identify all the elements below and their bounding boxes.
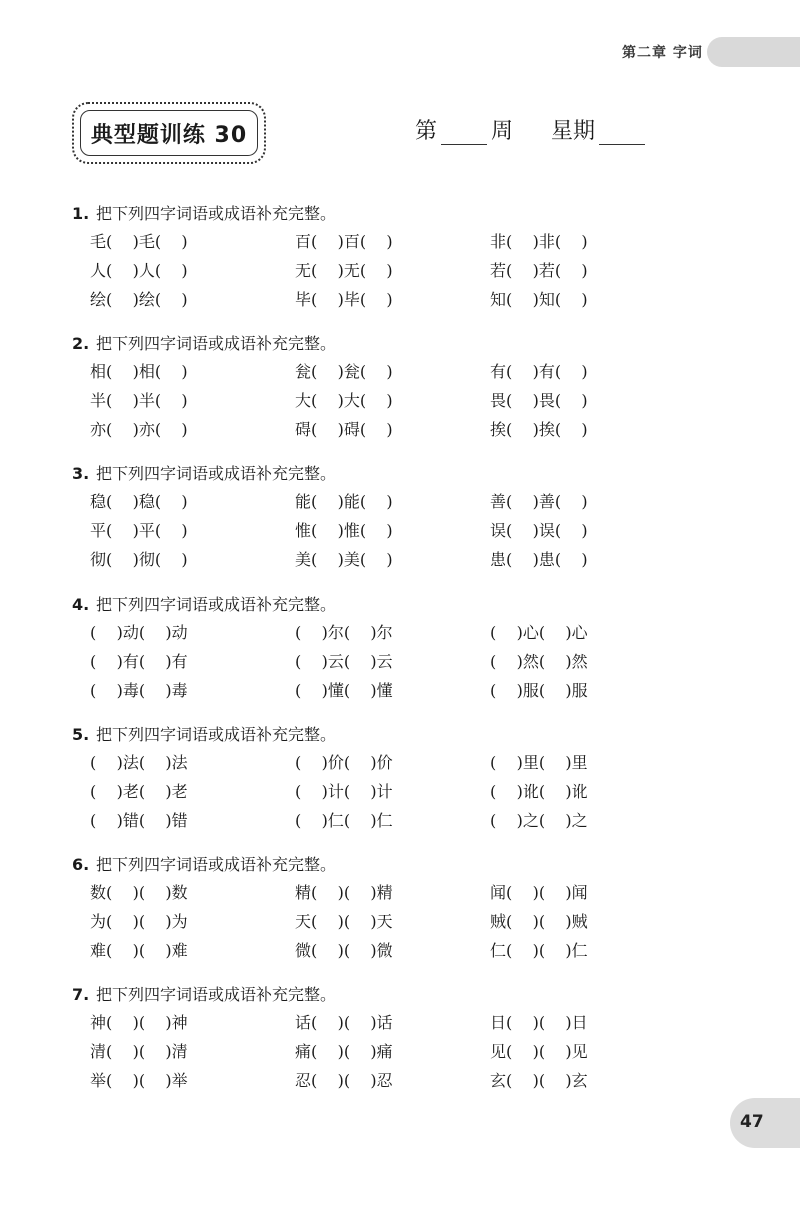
idiom-row — [72, 385, 672, 414]
idiom-row — [72, 935, 672, 964]
question-7 — [72, 983, 672, 1094]
idiom-fill-blank[interactable]: ( )错( )错 — [90, 811, 188, 830]
idiom-fill-blank[interactable]: ( )价( )价 — [295, 753, 393, 772]
question-heading — [72, 332, 672, 356]
exercise-title: 典型题训练 30 — [80, 110, 258, 156]
idiom-row — [72, 356, 672, 385]
chapter-header: 第二章 字词 — [622, 45, 703, 61]
question-number: 5. — [72, 725, 90, 744]
idiom-fill-blank[interactable]: 亦( )亦( ) — [90, 420, 188, 439]
idiom-fill-blank[interactable]: 痛( )( )痛 — [295, 1042, 393, 1061]
question-number: 1. — [72, 204, 90, 223]
idiom-fill-blank[interactable]: 毕( )毕( ) — [295, 290, 393, 309]
idiom-fill-blank[interactable]: ( )尔( )尔 — [295, 623, 393, 642]
idiom-fill-blank[interactable]: 平( )平( ) — [90, 521, 188, 540]
idiom-fill-blank[interactable]: 能( )能( ) — [295, 492, 393, 511]
idiom-fill-blank[interactable]: ( )服( )服 — [490, 681, 588, 700]
idiom-fill-blank[interactable]: ( )法( )法 — [90, 753, 188, 772]
question-number: 2. — [72, 334, 90, 353]
question-instruction: 把下列四字词语或成语补充完整。 — [96, 204, 337, 223]
question-6 — [72, 853, 672, 964]
idiom-fill-blank[interactable]: 碍( )碍( ) — [295, 420, 393, 439]
idiom-fill-blank[interactable]: 为( )( )为 — [90, 912, 188, 931]
idiom-fill-blank[interactable]: 闻( )( )闻 — [490, 883, 588, 902]
week-label-zhou: 周 — [491, 119, 514, 144]
day-label-xingqi: 星期 — [551, 119, 596, 144]
idiom-row — [72, 646, 672, 675]
idiom-fill-blank[interactable]: 挨( )挨( ) — [490, 420, 588, 439]
idiom-fill-blank[interactable]: 误( )误( ) — [490, 521, 588, 540]
page-number: 47 — [740, 1112, 764, 1132]
idiom-fill-blank[interactable]: ( )然( )然 — [490, 652, 588, 671]
question-heading — [72, 202, 672, 226]
header-band — [707, 37, 800, 67]
day-blank[interactable] — [599, 118, 645, 145]
idiom-fill-blank[interactable]: 稳( )稳( ) — [90, 492, 188, 511]
idiom-row — [72, 255, 672, 284]
idiom-fill-blank[interactable]: ( )动( )动 — [90, 623, 188, 642]
idiom-row — [72, 747, 672, 776]
idiom-fill-blank[interactable]: ( )有( )有 — [90, 652, 188, 671]
idiom-row — [72, 515, 672, 544]
idiom-fill-blank[interactable]: 无( )无( ) — [295, 261, 393, 280]
idiom-fill-blank[interactable]: 数( )( )数 — [90, 883, 188, 902]
week-label-di: 第 — [415, 119, 438, 144]
question-4 — [72, 593, 672, 704]
idiom-fill-blank[interactable]: ( )毒( )毒 — [90, 681, 188, 700]
idiom-fill-blank[interactable]: 美( )美( ) — [295, 550, 393, 569]
idiom-fill-blank[interactable]: ( )计( )计 — [295, 782, 393, 801]
question-heading — [72, 462, 672, 486]
idiom-fill-blank[interactable]: 清( )( )清 — [90, 1042, 188, 1061]
question-3 — [72, 462, 672, 573]
idiom-fill-blank[interactable]: 患( )患( ) — [490, 550, 588, 569]
week-fill-in — [415, 114, 645, 145]
idiom-fill-blank[interactable]: 彻( )彻( ) — [90, 550, 188, 569]
week-blank[interactable] — [441, 118, 487, 145]
idiom-row — [72, 226, 672, 255]
idiom-fill-blank[interactable]: 神( )( )神 — [90, 1013, 188, 1032]
question-5 — [72, 723, 672, 834]
question-number: 6. — [72, 855, 90, 874]
question-instruction: 把下列四字词语或成语补充完整。 — [96, 334, 337, 353]
question-instruction: 把下列四字词语或成语补充完整。 — [96, 985, 337, 1004]
question-heading — [72, 983, 672, 1007]
idiom-fill-blank[interactable]: 知( )知( ) — [490, 290, 588, 309]
idiom-row — [72, 544, 672, 573]
question-number: 7. — [72, 985, 90, 1004]
idiom-fill-blank[interactable]: 善( )善( ) — [490, 492, 588, 511]
question-instruction: 把下列四字词语或成语补充完整。 — [96, 855, 337, 874]
idiom-fill-blank[interactable]: ( )心( )心 — [490, 623, 588, 642]
idiom-fill-blank[interactable]: 绘( )绘( ) — [90, 290, 188, 309]
idiom-row — [72, 906, 672, 935]
idiom-fill-blank[interactable]: 百( )百( ) — [295, 232, 393, 251]
idiom-row — [72, 1036, 672, 1065]
idiom-fill-blank[interactable]: 日( )( )日 — [490, 1013, 588, 1032]
idiom-row — [72, 1065, 672, 1094]
idiom-fill-blank[interactable]: 畏( )畏( ) — [490, 391, 588, 410]
idiom-row — [72, 617, 672, 646]
idiom-fill-blank[interactable]: ( )云( )云 — [295, 652, 393, 671]
idiom-fill-blank[interactable]: ( )讹( )讹 — [490, 782, 588, 801]
idiom-fill-blank[interactable]: 仁( )( )仁 — [490, 941, 588, 960]
idiom-fill-blank[interactable]: ( )懂( )懂 — [295, 681, 393, 700]
idiom-fill-blank[interactable]: 话( )( )话 — [295, 1013, 393, 1032]
idiom-fill-blank[interactable]: 毛( )毛( ) — [90, 232, 188, 251]
question-heading — [72, 593, 672, 617]
idiom-fill-blank[interactable]: 精( )( )精 — [295, 883, 393, 902]
question-instruction: 把下列四字词语或成语补充完整。 — [96, 595, 337, 614]
idiom-fill-blank[interactable]: 非( )非( ) — [490, 232, 588, 251]
idiom-fill-blank[interactable]: ( )之( )之 — [490, 811, 588, 830]
idiom-fill-blank[interactable]: 天( )( )天 — [295, 912, 393, 931]
idiom-fill-blank[interactable]: 人( )人( ) — [90, 261, 188, 280]
question-heading — [72, 723, 672, 747]
idiom-fill-blank[interactable]: 微( )( )微 — [295, 941, 393, 960]
question-instruction: 把下列四字词语或成语补充完整。 — [96, 725, 337, 744]
question-heading — [72, 853, 672, 877]
idiom-fill-blank[interactable]: 瓮( )瓮( ) — [295, 362, 393, 381]
question-2 — [72, 332, 672, 443]
question-instruction: 把下列四字词语或成语补充完整。 — [96, 464, 337, 483]
question-number: 3. — [72, 464, 90, 483]
idiom-fill-blank[interactable]: 相( )相( ) — [90, 362, 188, 381]
idiom-row — [72, 486, 672, 515]
idiom-fill-blank[interactable]: 忍( )( )忍 — [295, 1071, 393, 1090]
idiom-fill-blank[interactable]: 贼( )( )贼 — [490, 912, 588, 931]
idiom-fill-blank[interactable]: 玄( )( )玄 — [490, 1071, 588, 1090]
idiom-fill-blank[interactable]: 见( )( )见 — [490, 1042, 588, 1061]
idiom-fill-blank[interactable]: 难( )( )难 — [90, 941, 188, 960]
idiom-row — [72, 284, 672, 313]
question-1 — [72, 202, 672, 313]
idiom-row — [72, 1007, 672, 1036]
idiom-row — [72, 805, 672, 834]
idiom-fill-blank[interactable]: ( )仁( )仁 — [295, 811, 393, 830]
exercise-title-frame — [72, 102, 266, 164]
idiom-fill-blank[interactable]: 有( )有( ) — [490, 362, 588, 381]
idiom-fill-blank[interactable]: ( )里( )里 — [490, 753, 588, 772]
idiom-row — [72, 877, 672, 906]
idiom-fill-blank[interactable]: 大( )大( ) — [295, 391, 393, 410]
idiom-fill-blank[interactable]: ( )老( )老 — [90, 782, 188, 801]
idiom-row — [72, 776, 672, 805]
idiom-fill-blank[interactable]: 惟( )惟( ) — [295, 521, 393, 540]
question-number: 4. — [72, 595, 90, 614]
idiom-fill-blank[interactable]: 若( )若( ) — [490, 261, 588, 280]
idiom-row — [72, 675, 672, 704]
idiom-fill-blank[interactable]: 举( )( )举 — [90, 1071, 188, 1090]
idiom-row — [72, 414, 672, 443]
idiom-fill-blank[interactable]: 半( )半( ) — [90, 391, 188, 410]
